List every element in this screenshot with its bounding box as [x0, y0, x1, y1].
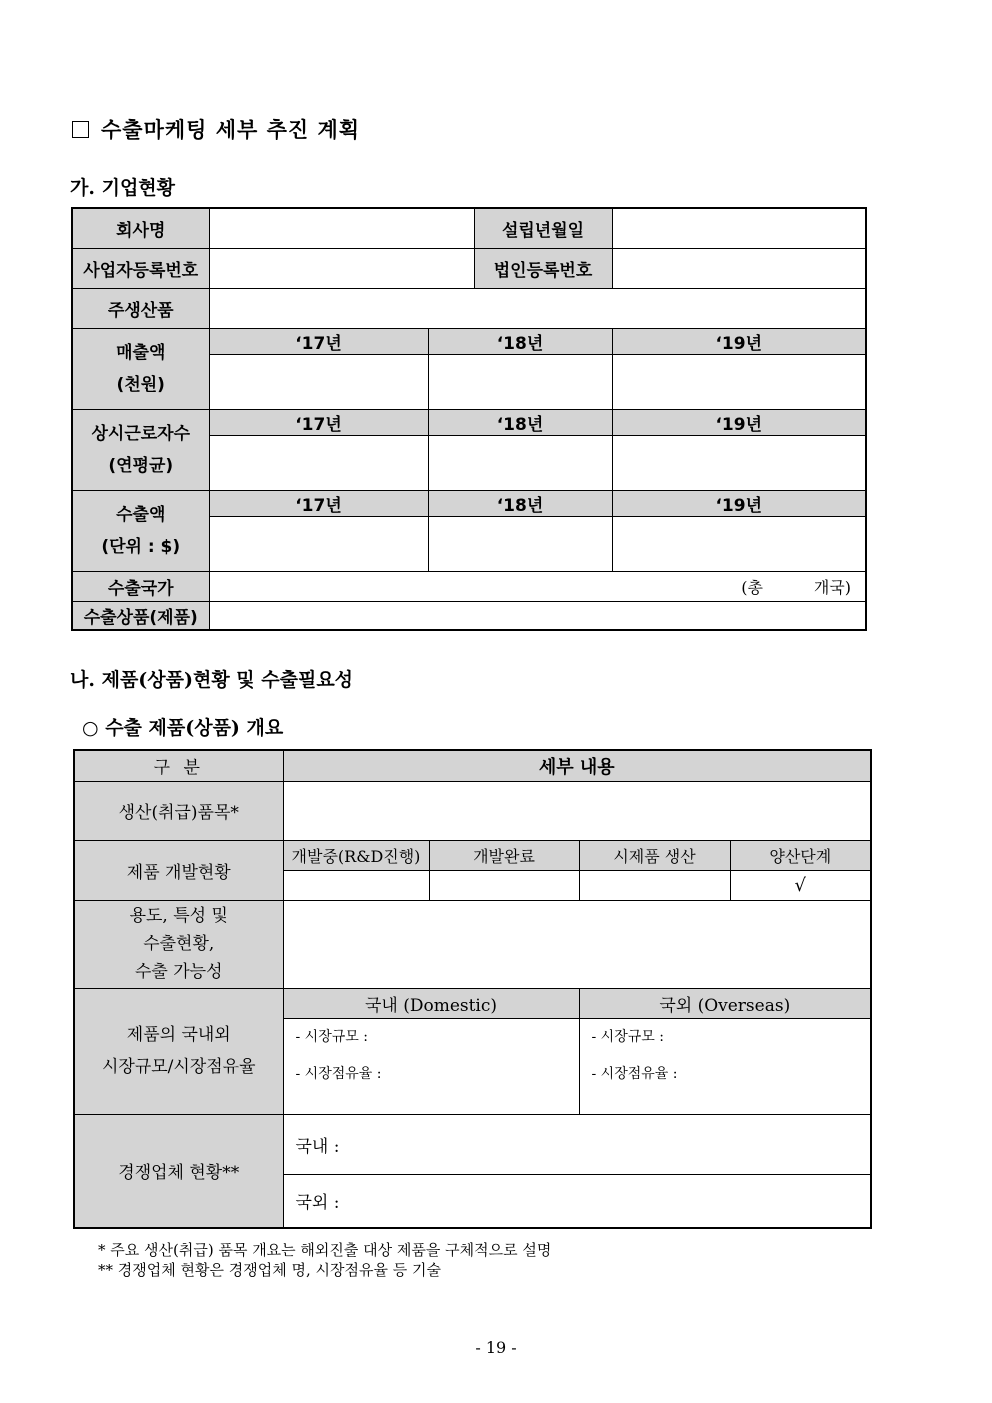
- corp-reg-field[interactable]: [612, 248, 866, 288]
- founded-field[interactable]: [612, 208, 866, 248]
- dev-prototype-cell[interactable]: [579, 870, 730, 900]
- domestic-market-share: - 시장점유율 :: [295, 1065, 382, 1082]
- employees-year-19: ‘19년: [612, 409, 866, 435]
- competitors-overseas-field[interactable]: 국외 :: [283, 1174, 871, 1228]
- dev-stage-rnd: 개발중(R&D진행): [283, 840, 429, 870]
- export-countries-field[interactable]: [209, 571, 866, 601]
- product-overview-table: [73, 749, 872, 1229]
- overseas-market-cell[interactable]: [579, 1018, 871, 1114]
- footnote-2: ** 경쟁업체 현황은 경쟁업체 명, 시장점유율 등 기술: [98, 1261, 441, 1279]
- exports-17-field[interactable]: [209, 516, 428, 571]
- export-products-label: 수출상품(제품): [72, 601, 209, 630]
- exports-18-field[interactable]: [428, 516, 612, 571]
- sales-label: 매출액 (천원): [72, 328, 209, 409]
- exports-year-19: ‘19년: [612, 490, 866, 516]
- company-status-table: [71, 207, 867, 631]
- country-count-text: (총 개국): [741, 577, 851, 597]
- dev-stage-complete: 개발완료: [429, 840, 579, 870]
- employees-18-field[interactable]: [428, 435, 612, 490]
- dev-status-label: 제품 개발현황: [74, 840, 283, 900]
- employees-year-18: ‘18년: [428, 409, 612, 435]
- overseas-market-share: - 시장점유율 :: [591, 1065, 678, 1082]
- product-item-label: 생산(취급)품목*: [74, 781, 283, 840]
- section-b-subtitle: ○ 수출 제품(상품) 개요: [82, 717, 284, 739]
- col-detail-header: 세부 내용: [283, 750, 871, 781]
- sales-year-17: ‘17년: [209, 328, 428, 354]
- sales-19-field[interactable]: [612, 354, 866, 409]
- sales-year-18: ‘18년: [428, 328, 612, 354]
- founded-label: 설립년월일: [474, 208, 612, 248]
- heading-text: 수출마케팅 세부 추진 계획: [101, 117, 361, 142]
- employees-year-17: ‘17년: [209, 409, 428, 435]
- overseas-market-size: - 시장규모 :: [591, 1028, 664, 1045]
- employees-17-field[interactable]: [209, 435, 428, 490]
- main-product-field[interactable]: [209, 288, 866, 328]
- page-heading: [72, 114, 360, 144]
- checkbox-square-icon: [72, 121, 89, 138]
- business-reg-field[interactable]: [209, 248, 474, 288]
- sales-17-field[interactable]: [209, 354, 428, 409]
- dev-rnd-cell[interactable]: [283, 870, 429, 900]
- usage-label: 용도, 특성 및 수출현황, 수출 가능성: [74, 900, 283, 988]
- dev-mass-cell[interactable]: [730, 870, 871, 900]
- overseas-header: 국외 (Overseas): [579, 988, 871, 1018]
- corp-reg-label: 법인등록번호: [474, 248, 612, 288]
- main-product-label: 주생산품: [72, 288, 209, 328]
- competitors-label: 경쟁업체 현황**: [74, 1114, 283, 1228]
- dev-complete-cell[interactable]: [429, 870, 579, 900]
- section-b-title: 나. 제품(상품)현황 및 수출필요성: [70, 669, 354, 691]
- business-reg-label: 사업자등록번호: [72, 248, 209, 288]
- company-name-field[interactable]: [209, 208, 474, 248]
- market-label: 제품의 국내외 시장규모/시장점유율: [74, 988, 283, 1114]
- employees-label: 상시근로자수 (연평균): [72, 409, 209, 490]
- section-a-title: 가. 기업현황: [70, 177, 175, 199]
- col-category-header: 구 분: [74, 750, 283, 781]
- sales-year-19: ‘19년: [612, 328, 866, 354]
- exports-label: 수출액 (단위 : $): [72, 490, 209, 571]
- usage-field[interactable]: [283, 900, 871, 988]
- exports-year-17: ‘17년: [209, 490, 428, 516]
- export-countries-label: 수출국가: [72, 571, 209, 601]
- domestic-header: 국내 (Domestic): [283, 988, 579, 1018]
- exports-19-field[interactable]: [612, 516, 866, 571]
- domestic-market-size: - 시장규모 :: [295, 1028, 368, 1045]
- company-name-label: 회사명: [72, 208, 209, 248]
- employees-19-field[interactable]: [612, 435, 866, 490]
- domestic-market-cell[interactable]: [283, 1018, 579, 1114]
- sales-18-field[interactable]: [428, 354, 612, 409]
- footnote-1: * 주요 생산(취급) 품목 개요는 해외진출 대상 제품을 구체적으로 설명: [98, 1241, 552, 1259]
- check-mark-icon: √: [794, 874, 807, 896]
- page-number: - 19 -: [475, 1338, 517, 1357]
- export-products-field[interactable]: [209, 601, 866, 630]
- exports-year-18: ‘18년: [428, 490, 612, 516]
- product-item-field[interactable]: [283, 781, 871, 840]
- dev-stage-mass: 양산단계: [730, 840, 871, 870]
- competitors-domestic-field[interactable]: 국내 :: [283, 1114, 871, 1174]
- dev-stage-prototype: 시제품 생산: [579, 840, 730, 870]
